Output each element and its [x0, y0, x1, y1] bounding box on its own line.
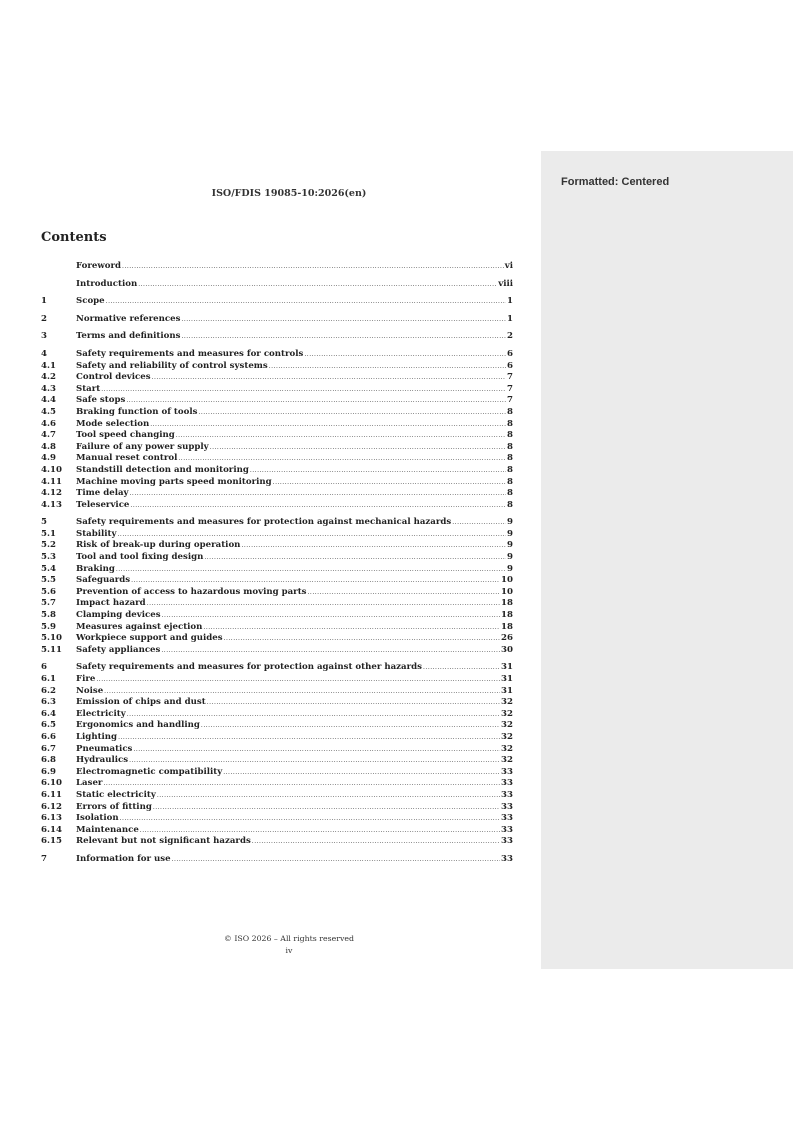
toc-dot-leader: [241, 540, 506, 552]
toc-entry-number: 6.13: [41, 813, 62, 824]
toc-entry-title: Stability: [76, 528, 117, 539]
toc-entry[interactable]: [41, 732, 513, 744]
toc-dot-leader: [106, 296, 506, 308]
toc-dot-leader: [181, 314, 506, 326]
toc-entry[interactable]: [41, 261, 513, 273]
toc-dot-leader: [210, 442, 506, 454]
toc-dot-leader: [273, 477, 506, 489]
toc-entry-number: 6.14: [41, 824, 62, 835]
toc-entry-number: 4.4: [41, 395, 56, 406]
toc-entry-page: 10: [501, 575, 513, 586]
toc-dot-leader: [252, 836, 500, 848]
toc-entry-page: 18: [501, 610, 513, 621]
toc-entry-title: Foreword: [76, 261, 122, 271]
toc-entry-title: Electromagnetic compatibility: [76, 766, 223, 777]
toc-entry-page: 9: [507, 552, 513, 563]
toc-dot-leader: [162, 610, 500, 622]
toc-entry-page: 8: [507, 476, 513, 487]
toc-entry-number: 6.11: [41, 789, 62, 800]
toc-entry-page: 8: [507, 488, 513, 499]
toc-entry-title: Time delay: [76, 488, 129, 499]
toc-entry-page: 10: [501, 586, 513, 597]
toc-entry[interactable]: [41, 610, 513, 622]
toc-entry-title: Tool and tool fixing design: [76, 552, 204, 563]
toc-entry-title: Safety requirements and measures for protection against mechanical hazards: [76, 517, 452, 528]
toc-entry-page: 9: [507, 540, 513, 551]
toc-entry[interactable]: [41, 697, 513, 709]
toc-entry[interactable]: [41, 744, 513, 756]
toc-entry-number: 6.8: [41, 755, 56, 766]
page-number: iv: [285, 946, 293, 955]
toc-entry-page: 8: [507, 464, 513, 475]
toc-entry-number: 5.8: [41, 610, 56, 621]
toc-entry-number: 2: [41, 313, 47, 324]
toc-dot-leader: [126, 395, 506, 407]
toc-entry-page: 31: [501, 674, 513, 684]
toc-entry-page: 33: [501, 813, 513, 824]
toc-dot-leader: [153, 802, 500, 814]
toc-entry-number: 6.2: [41, 685, 56, 696]
toc-entry-page: 8: [507, 406, 513, 417]
toc-entry-number: 5.1: [41, 528, 56, 539]
toc-entry-title: Pneumatics: [76, 743, 133, 754]
toc-entry[interactable]: [41, 720, 513, 732]
toc-entry-page: 9: [507, 563, 513, 574]
toc-entry-number: 5.6: [41, 586, 56, 597]
toc-entry-title: Standstill detection and monitoring: [76, 464, 249, 475]
comment-panel: [541, 151, 793, 969]
toc-entry-number: 4.7: [41, 430, 56, 441]
toc-entry-number: 6.12: [41, 801, 62, 812]
toc-entry[interactable]: [41, 540, 513, 552]
toc-entry[interactable]: [41, 477, 513, 489]
toc-entry-page: 33: [501, 789, 513, 800]
toc-dot-leader: [152, 372, 506, 384]
toc-entry[interactable]: [41, 674, 513, 686]
toc-entry-number: 5.3: [41, 552, 56, 563]
toc-entry[interactable]: [41, 488, 513, 500]
toc-dot-leader: [304, 349, 506, 361]
toc-entry-number: 6.7: [41, 743, 56, 754]
toc-entry[interactable]: [41, 564, 513, 576]
toc-entry-page: 33: [501, 801, 513, 812]
toc-dot-leader: [116, 564, 506, 576]
toc-dot-leader: [452, 517, 506, 529]
toc-entry-title: Laser: [76, 778, 103, 789]
toc-entry-number: 4.13: [41, 499, 62, 510]
toc-entry-page: 7: [507, 372, 513, 383]
toc-entry-number: 5.4: [41, 563, 56, 574]
toc-entry[interactable]: [41, 802, 513, 814]
toc-entry[interactable]: [41, 709, 513, 721]
toc-entry-page: 32: [501, 755, 513, 766]
toc-entry-title: Failure of any power supply: [76, 441, 209, 452]
toc-entry-title: Workpiece support and guides: [76, 633, 223, 644]
toc-entry-number: 7: [41, 853, 47, 864]
toc-entry[interactable]: [41, 633, 513, 645]
toc-dot-leader: [223, 767, 500, 779]
toc-entry-page: 32: [501, 731, 513, 742]
toc-entry-title: Prevention of access to hazardous moving parts: [76, 586, 307, 597]
toc-dot-leader: [250, 465, 506, 477]
toc-dot-leader: [140, 825, 500, 837]
toc-entry-page: viii: [498, 278, 513, 289]
toc-entry[interactable]: [41, 442, 513, 454]
toc-entry-page: 6: [507, 360, 513, 371]
comment-label: Formatted: Centered: [561, 176, 670, 188]
toc-entry-title: Measures against ejection: [76, 621, 203, 632]
toc-entry[interactable]: [41, 529, 513, 541]
toc-entry-page: 8: [507, 441, 513, 452]
toc-dot-leader: [127, 709, 500, 721]
toc-entry[interactable]: [41, 517, 513, 529]
toc-entry[interactable]: [41, 598, 513, 610]
toc-entry-number: 6.1: [41, 674, 56, 684]
toc-entry[interactable]: [41, 552, 513, 564]
toc-entry[interactable]: [41, 407, 513, 419]
toc-entry-title: Ergonomics and handling: [76, 720, 200, 731]
toc-entry-page: 33: [501, 778, 513, 789]
toc-entry-number: 4.6: [41, 418, 56, 429]
toc-dot-leader: [204, 552, 506, 564]
toc-entry[interactable]: [41, 575, 513, 587]
toc-entry-title: Clamping devices: [76, 610, 161, 621]
toc-entry-title: Information for use: [76, 853, 171, 864]
toc-entry-page: 8: [507, 430, 513, 441]
toc-dot-leader: [129, 755, 500, 767]
toc-entry-title: Manual reset control: [76, 453, 178, 464]
toc-entry[interactable]: [41, 331, 513, 343]
toc-entry-title: Fire: [76, 674, 96, 684]
toc-dot-leader: [178, 453, 506, 465]
toc-entry-title: Impact hazard: [76, 598, 146, 609]
toc-dot-leader: [120, 813, 500, 825]
toc-entry[interactable]: [41, 778, 513, 790]
toc-entry[interactable]: [41, 767, 513, 779]
toc-entry-title: Braking: [76, 563, 115, 574]
toc-entry-page: 7: [507, 395, 513, 406]
toc-entry-title: Errors of fitting: [76, 801, 152, 812]
toc-entry-page: 30: [501, 644, 513, 655]
document-header: ISO/FDIS 19085-10:2026(en): [211, 188, 367, 199]
toc-entry-page: 31: [501, 685, 513, 696]
toc-entry-title: Start: [76, 383, 101, 394]
toc-dot-leader: [203, 622, 500, 634]
table-of-contents: [41, 261, 513, 866]
toc-entry-title: Safety requirements and measures for protection against other hazards: [76, 662, 422, 673]
toc-entry-number: 5.11: [41, 644, 62, 655]
toc-entry[interactable]: [41, 361, 513, 373]
toc-entry-number: 6.6: [41, 731, 56, 742]
toc-entry-page: 32: [501, 743, 513, 754]
toc-entry-number: 4.9: [41, 453, 56, 464]
toc-entry-page: 32: [501, 720, 513, 731]
toc-entry-page: 33: [501, 824, 513, 835]
toc-entry-number: 4.12: [41, 488, 62, 499]
toc-entry-title: Normative references: [76, 313, 181, 324]
toc-entry-number: 6.3: [41, 697, 56, 708]
toc-dot-leader: [269, 361, 506, 373]
toc-entry-title: Control devices: [76, 372, 151, 383]
toc-entry-page: 8: [507, 418, 513, 429]
toc-entry[interactable]: [41, 500, 513, 512]
toc-entry[interactable]: [41, 279, 513, 291]
toc-entry[interactable]: [41, 645, 513, 657]
toc-entry[interactable]: [41, 825, 513, 837]
toc-dot-leader: [130, 500, 506, 512]
toc-entry[interactable]: [41, 813, 513, 825]
toc-entry-page: 32: [501, 697, 513, 708]
toc-entry-page: 2: [507, 331, 513, 342]
toc-entry-title: Static electricity: [76, 789, 156, 800]
toc-entry-number: 3: [41, 331, 47, 342]
toc-entry-title: Risk of break-up during operation: [76, 540, 241, 551]
toc-dot-leader: [101, 384, 506, 396]
toc-entry[interactable]: [41, 755, 513, 767]
toc-entry[interactable]: [41, 587, 513, 599]
toc-entry-title: Safety requirements and measures for controls: [76, 348, 304, 359]
toc-entry-page: vi: [504, 261, 513, 271]
toc-entry-title: Safe stops: [76, 395, 126, 406]
toc-dot-leader: [308, 587, 501, 599]
toc-entry-number: 1: [41, 296, 47, 307]
toc-entry[interactable]: [41, 314, 513, 326]
toc-entry-page: 32: [501, 708, 513, 719]
copyright-notice: © ISO 2026 – All rights reserved: [224, 934, 354, 943]
toc-entry-page: 26: [501, 633, 513, 644]
toc-dot-leader: [176, 430, 506, 442]
toc-dot-leader: [161, 645, 500, 657]
toc-entry-page: 31: [501, 662, 513, 673]
toc-entry-page: 7: [507, 383, 513, 394]
toc-entry-title: Electricity: [76, 708, 126, 719]
toc-entry-title: Mode selection: [76, 418, 150, 429]
toc-entry-number: 6: [41, 662, 47, 673]
toc-dot-leader: [201, 720, 500, 732]
toc-entry-title: Safety appliances: [76, 644, 161, 655]
toc-entry-page: 6: [507, 348, 513, 359]
toc-entry-title: Braking function of tools: [76, 406, 198, 417]
toc-entry-number: 4: [41, 348, 47, 359]
toc-dot-leader: [207, 697, 500, 709]
toc-entry-number: 6.5: [41, 720, 56, 731]
toc-dot-leader: [138, 279, 497, 291]
toc-dot-leader: [133, 744, 500, 756]
toc-entry-number: 4.10: [41, 464, 62, 475]
toc-entry-title: Safeguards: [76, 575, 131, 586]
toc-entry-title: Hydraulics: [76, 755, 129, 766]
toc-entry-title: Maintenance: [76, 824, 139, 835]
toc-entry[interactable]: [41, 622, 513, 634]
toc-dot-leader: [181, 331, 506, 343]
toc-entry-page: 18: [501, 621, 513, 632]
toc-entry-number: 6.10: [41, 778, 62, 789]
toc-entry-number: 5.2: [41, 540, 56, 551]
toc-entry[interactable]: [41, 854, 513, 866]
toc-entry-number: 4.11: [41, 476, 62, 487]
toc-entry[interactable]: [41, 395, 513, 407]
toc-entry-title: Noise: [76, 685, 104, 696]
toc-entry[interactable]: [41, 453, 513, 465]
toc-entry-title: Relevant but not significant hazards: [76, 836, 251, 847]
toc-entry-title: Machine moving parts speed monitoring: [76, 476, 272, 487]
toc-entry[interactable]: [41, 662, 513, 674]
toc-entry-title: Safety and reliability of control systems: [76, 360, 268, 371]
toc-entry[interactable]: [41, 790, 513, 802]
toc-entry-number: 4.8: [41, 441, 56, 452]
toc-dot-leader: [96, 674, 500, 686]
contents-title: Contents: [41, 230, 107, 245]
toc-entry[interactable]: [41, 419, 513, 431]
toc-dot-leader: [224, 633, 500, 645]
toc-dot-leader: [423, 662, 500, 674]
toc-entry-number: 6.9: [41, 766, 56, 777]
page-footer: [41, 933, 537, 957]
toc-entry-page: 1: [507, 296, 513, 307]
toc-entry[interactable]: [41, 430, 513, 442]
toc-entry-page: 9: [507, 517, 513, 528]
toc-entry[interactable]: [41, 372, 513, 384]
toc-entry[interactable]: [41, 384, 513, 396]
toc-entry-number: 4.2: [41, 372, 56, 383]
toc-entry-page: 1: [507, 313, 513, 324]
toc-entry-page: 33: [501, 766, 513, 777]
toc-entry[interactable]: [41, 349, 513, 361]
toc-entry-number: 5.10: [41, 633, 62, 644]
toc-dot-leader: [147, 598, 500, 610]
toc-entry-page: 8: [507, 453, 513, 464]
toc-entry-page: 9: [507, 528, 513, 539]
toc-dot-leader: [198, 407, 506, 419]
toc-entry[interactable]: [41, 836, 513, 848]
toc-entry[interactable]: [41, 686, 513, 698]
toc-entry-title: Emission of chips and dust: [76, 697, 206, 708]
toc-dot-leader: [130, 488, 507, 500]
toc-dot-leader: [104, 686, 500, 698]
toc-entry-title: Introduction: [76, 278, 138, 289]
toc-entry-page: 8: [507, 499, 513, 510]
toc-entry-title: Teleservice: [76, 499, 130, 510]
toc-entry-title: Isolation: [76, 813, 119, 824]
toc-entry-number: 5.7: [41, 598, 56, 609]
toc-dot-leader: [150, 419, 506, 431]
toc-dot-leader: [172, 854, 500, 866]
toc-entry-number: 4.5: [41, 406, 56, 417]
toc-dot-leader: [118, 732, 500, 744]
toc-entry-page: 33: [501, 836, 513, 847]
toc-entry-number: 5.5: [41, 575, 56, 586]
toc-entry-title: Lighting: [76, 731, 118, 742]
toc-dot-leader: [118, 529, 507, 541]
toc-entry-title: Tool speed changing: [76, 430, 175, 441]
toc-entry-number: 4.3: [41, 383, 56, 394]
toc-entry-number: 6.4: [41, 708, 56, 719]
toc-entry-title: Scope: [76, 296, 105, 307]
toc-entry-page: 33: [501, 853, 513, 864]
toc-dot-leader: [157, 790, 500, 802]
toc-entry-number: 5: [41, 517, 47, 528]
toc-entry-number: 6.15: [41, 836, 62, 847]
toc-entry[interactable]: [41, 465, 513, 477]
toc-entry-number: 4.1: [41, 360, 56, 371]
toc-dot-leader: [103, 778, 500, 790]
toc-entry-title: Terms and definitions: [76, 331, 181, 342]
toc-dot-leader: [122, 261, 504, 273]
toc-entry[interactable]: [41, 296, 513, 308]
toc-dot-leader: [131, 575, 500, 587]
toc-entry-number: 5.9: [41, 621, 56, 632]
toc-entry-page: 18: [501, 598, 513, 609]
